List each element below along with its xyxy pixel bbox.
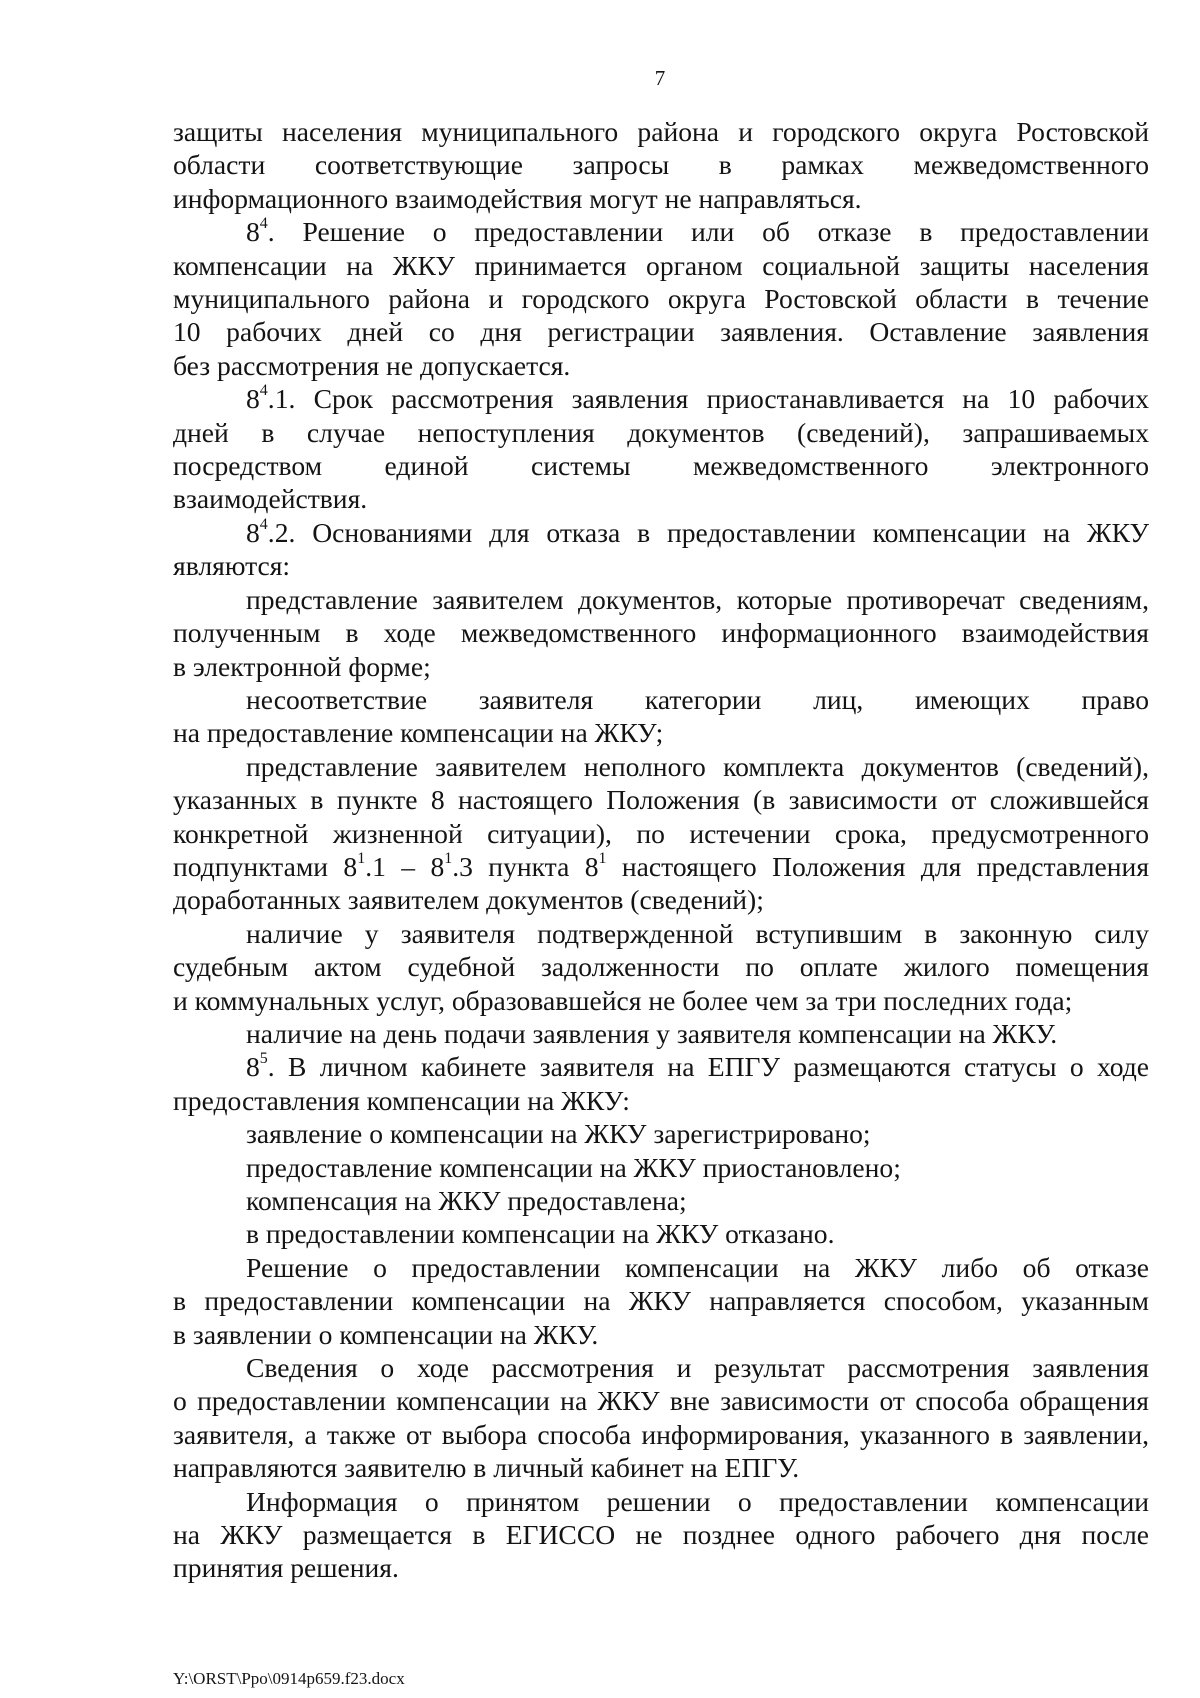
paragraph-line: и коммунальных услуг, образовавшейся не более чем за три последних года;: [173, 984, 1073, 1016]
paragraph-line: наличие на день подачи заявления у заявителя компенсации на ЖКУ.: [246, 1017, 1058, 1049]
paragraph-line: информационного взаимодействия могут не направляться.: [173, 182, 862, 214]
paragraph-line: в предоставлении компенсации на ЖКУ отказано.: [246, 1218, 835, 1250]
paragraph-line: заявление о компенсации на ЖКУ зарегистрировано;: [246, 1118, 871, 1150]
paragraph-line: судебным актом судебной задолженности по оплате жилого помещения: [173, 951, 1149, 983]
paragraph-line: полученным в ходе межведомственного информационного взаимодействия: [173, 617, 1149, 649]
paragraph-line: принятия решения.: [173, 1552, 399, 1584]
paragraph-line: предоставление компенсации на ЖКУ приостановлено;: [246, 1151, 901, 1183]
paragraph-line: являются:: [173, 550, 291, 582]
paragraph-line: заявителя, а также от выбора способа информирования, указанного в заявлении,: [173, 1418, 1149, 1450]
paragraph-line: $8^4$. Решение о предоставлении или об отказе в предоставлении: [246, 215, 1149, 248]
paragraph-line: в электронной форме;: [173, 650, 431, 682]
paragraph-line: в заявлении о компенсации на ЖКУ.: [173, 1318, 599, 1350]
paragraph-line: доработанных заявителем документов (сведений);: [173, 884, 764, 916]
paragraph-line: несоответствие заявителя категории лиц, имеющих право: [246, 683, 1149, 715]
paragraph-line: компенсации на ЖКУ принимается органом социальной защиты населения: [173, 249, 1149, 281]
paragraph-line: предоставления компенсации на ЖКУ:: [173, 1084, 630, 1116]
page-number: 7: [654, 66, 666, 90]
paragraph-line: взаимодействия.: [173, 483, 368, 515]
paragraph-line: Решение о предоставлении компенсации на ЖКУ либо об отказе: [246, 1251, 1149, 1283]
paragraph-line: дней в случае непоступления документов (сведений), запрашиваемых: [173, 416, 1149, 448]
paragraph-line: указанных в пункте 8 настоящего Положения (в зависимости от сложившейся: [173, 784, 1149, 816]
document-body: [173, 115, 1149, 1585]
paragraph-line: конкретной жизненной ситуации), по истечении срока, предусмотренного: [173, 817, 1149, 849]
paragraph-line: на ЖКУ размещается в ЕГИССО не позднее одного рабочего дня после: [173, 1519, 1149, 1551]
file-path-footer: Y:\ORST\Ppo\0914p659.f23.docx: [173, 1669, 405, 1688]
paragraph-line: Сведения о ходе рассмотрения и результат рассмотрения заявления: [246, 1352, 1149, 1384]
paragraph-line: представление заявителем документов, которые противоречат сведениям,: [246, 583, 1149, 615]
paragraph-line: о предоставлении компенсации на ЖКУ вне зависимости от способа обращения: [173, 1385, 1149, 1417]
paragraph-line: без рассмотрения не допускается.: [173, 349, 571, 381]
paragraph-line: представление заявителем неполного комплекта документов (сведений),: [246, 750, 1149, 782]
paragraph-line: 10 рабочих дней со дня регистрации заявления. Оставление заявления: [173, 316, 1149, 348]
paragraph-line: направляются заявителю в личный кабинет на ЕПГУ.: [173, 1452, 800, 1484]
paragraph-line: подпунктами $8^1.1 - 8^1.3$ пункта $8^1$ настоящего Положения для представления: [173, 849, 1150, 882]
paragraph-line: посредством единой системы межведомственного электронного: [173, 450, 1149, 482]
paragraph-line: наличие у заявителя подтвержденной вступившим в законную силу: [246, 917, 1149, 949]
paragraph-line: муниципального района и городского округа Ростовской области в течение: [173, 283, 1149, 315]
paragraph-line: в предоставлении компенсации на ЖКУ направляется способом, указанным: [173, 1285, 1149, 1317]
paragraph-line: $8^4.2$. Основаниями для отказа в предоставлении компенсации на ЖКУ: [246, 515, 1149, 548]
paragraph-line: $8^5$. В личном кабинете заявителя на ЕПГУ размещаются статусы о ходе: [246, 1050, 1149, 1083]
paragraph-line: защиты населения муниципального района и городского округа Ростовской: [173, 116, 1149, 147]
paragraph-line: на предоставление компенсации на ЖКУ;: [173, 717, 664, 749]
paragraph-line: области соответствующие запросы в рамках межведомственного: [173, 149, 1149, 181]
paragraph-line: $8^4.1$. Срок рассмотрения заявления приостанавливается на 10 рабочих: [246, 382, 1149, 415]
paragraph-line: компенсация на ЖКУ предоставлена;: [246, 1185, 687, 1216]
paragraph-line: Информация о принятом решении о предоставлении компенсации: [246, 1485, 1149, 1517]
